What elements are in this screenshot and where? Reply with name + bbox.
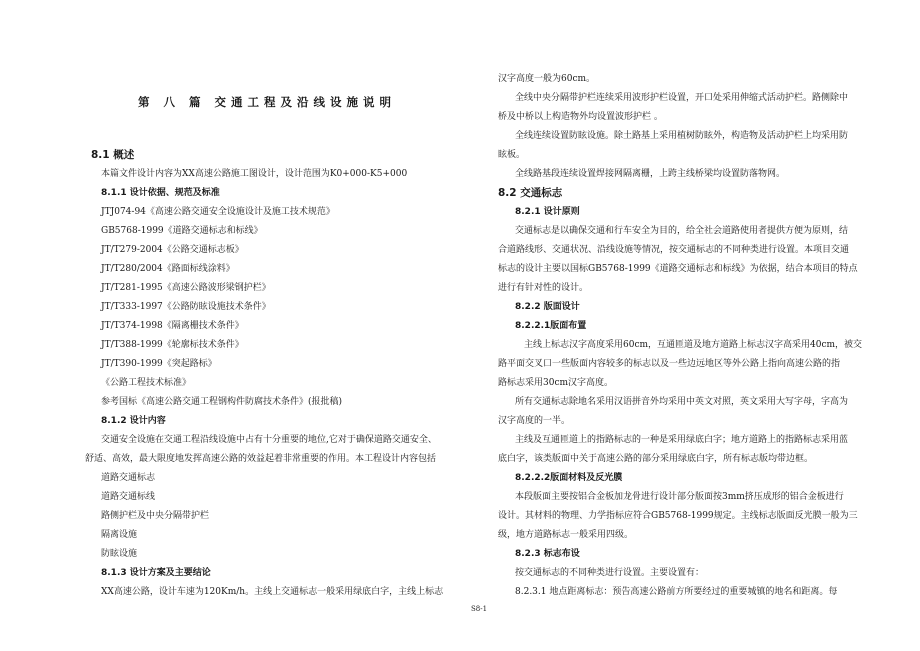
reference-item: 《公路工程技术标准》 bbox=[101, 378, 192, 388]
reference-item: JT/T279-2004《公路交通标志板》 bbox=[101, 245, 244, 255]
subsection-heading: 8.2.2.2版面材料及反光膜 bbox=[515, 473, 623, 483]
subsection-heading: 8.1.3 设计方案及主要结论 bbox=[101, 568, 211, 578]
list-item: 路侧护栏及中央分隔带护栏 bbox=[101, 511, 210, 521]
reference-item: JT/T281-1995《高速公路波形梁钢护栏》 bbox=[101, 283, 271, 293]
subsection-heading: 8.2.2 版面设计 bbox=[515, 302, 580, 312]
subsection-heading: 8.1.1 设计依据、规范及标准 bbox=[101, 188, 220, 198]
reference-item: JT/T390-1999《突起路标》 bbox=[101, 359, 217, 369]
paragraph-line: 设计。其材料的物理、力学指标应符合GB5768-1999规定。主线标志版面反光膜一般为三 bbox=[498, 511, 858, 521]
reference-item: GB5768-1999《道路交通标志和标线》 bbox=[101, 226, 263, 236]
paragraph-line: 全线路基段连续设置焊接网隔离栅，上跨主线桥梁均设置防落物网。 bbox=[515, 169, 786, 179]
paragraph-line: 路标志采用30cm汉字高度。 bbox=[498, 378, 614, 388]
paragraph-line: 标志的设计主要以国标GB5768-1999《道路交通标志和标线》为依据，结合本项目的特点 bbox=[498, 264, 858, 274]
paragraph-line: 所有交通标志除地名采用汉语拼音外均采用中英文对照，英文采用大写字母，字高为 bbox=[515, 397, 849, 407]
paragraph-line: 底白字，该类版面中关于高速公路的部分采用绿底白字，所有标志版均带边框。 bbox=[498, 454, 814, 464]
page-number: S8-1 bbox=[471, 605, 488, 613]
list-item: 道路交通标志 bbox=[101, 473, 156, 483]
paragraph-line: 桥及中桥以上构造物外均设置波形护栏 。 bbox=[498, 112, 663, 122]
section-heading: 8.2 交通标志 bbox=[498, 187, 563, 199]
list-item: 隔离设施 bbox=[101, 530, 138, 540]
paragraph-line: 按交通标志的不同种类进行设置。主要设置有： bbox=[515, 568, 705, 578]
subsection-heading: 8.1.2 设计内容 bbox=[101, 416, 166, 426]
reference-item: JTJ074-94《高速公路交通安全设施设计及施工技术规范》 bbox=[101, 207, 335, 217]
section-heading: 8.1 概述 bbox=[91, 149, 135, 161]
subsection-heading: 8.2.1 设计原则 bbox=[515, 207, 580, 217]
reference-item: JT/T280/2004《路面标线涂料》 bbox=[101, 264, 235, 274]
paragraph-line: 交通安全设施在交通工程沿线设施中占有十分重要的地位,它对于确保道路交通安全、 bbox=[101, 435, 437, 445]
paragraph-line: 眩板。 bbox=[498, 150, 526, 160]
page-title: 第 八 篇 交通工程及沿线设施说明 bbox=[138, 95, 397, 109]
paragraph-line: 交通标志是以确保交通和行车安全为目的，给全社会道路使用者提供方便为原则，结 bbox=[515, 226, 849, 236]
paragraph-line: 全线连续设置防眩设施。除土路基上采用植树防眩外，构造物及活动护栏上均采用防 bbox=[515, 131, 849, 141]
subsection-heading: 8.2.3 标志布设 bbox=[515, 549, 580, 559]
list-item: 防眩设施 bbox=[101, 549, 138, 559]
paragraph-line: 全线中央分隔带护栏连续采用波形护栏设置，开口处采用伸缩式活动护栏。路侧除中 bbox=[515, 93, 849, 103]
paragraph-line: 级，地方道路标志一般采用四级。 bbox=[498, 530, 634, 540]
paragraph-line: 本段版面主要按铝合金板加龙骨进行设计部分版面按3mm挤压成形的铝合金板进行 bbox=[515, 492, 844, 502]
paragraph-line: 汉字高度一般为60cm。 bbox=[498, 74, 596, 84]
reference-item: JT/T374-1998《隔离栅技术条件》 bbox=[101, 321, 244, 331]
reference-item: JT/T388-1999《轮廓标技术条件》 bbox=[101, 340, 244, 350]
subsection-heading: 8.2.2.1版面布置 bbox=[515, 321, 587, 331]
paragraph-line: XX高速公路，设计车速为120Km/h。主线上交通标志一般采用绿底白字，主线上标志 bbox=[101, 587, 444, 597]
paragraph-line: 本篇文件设计内容为XX高速公路施工图设计，设计范围为K0+000-K5+000 bbox=[101, 169, 408, 179]
list-item: 道路交通标线 bbox=[101, 492, 156, 502]
paragraph-line: 合道路线形、交通状况、沿线设施等情况，按交通标志的不同种类进行设置。本项目交通 bbox=[498, 245, 850, 255]
paragraph-line: 进行有针对性的设计。 bbox=[498, 283, 589, 293]
paragraph-line: 舒适、高效，最大限度地发挥高速公路的效益起着非常重要的作用。本工程设计内容包括 bbox=[85, 454, 437, 464]
reference-item: JT/T333-1997《公路防眩设施技术条件》 bbox=[101, 302, 271, 312]
reference-item: 参考国标《高速公路交通工程钢构件防腐技术条件》(报批稿) bbox=[101, 397, 343, 407]
paragraph-line: 主线上标志汉字高度采用60cm，互通匝道及地方道路上标志汉字高采用40cm，被交 bbox=[524, 340, 863, 350]
paragraph-line: 主线及互通匝道上的指路标志的一种是采用绿底白字；地方道路上的指路标志采用蓝 bbox=[515, 435, 849, 445]
paragraph-line: 路平面交叉口一些版面内容较多的标志以及一些边远地区等外公路上指向高速公路的指 bbox=[498, 359, 841, 369]
paragraph-line: 8.2.3.1 地点距离标志：预告高速公路前方所要经过的重要城镇的地名和距离。每 bbox=[515, 587, 838, 597]
paragraph-line: 汉字高度的一半。 bbox=[498, 416, 571, 426]
